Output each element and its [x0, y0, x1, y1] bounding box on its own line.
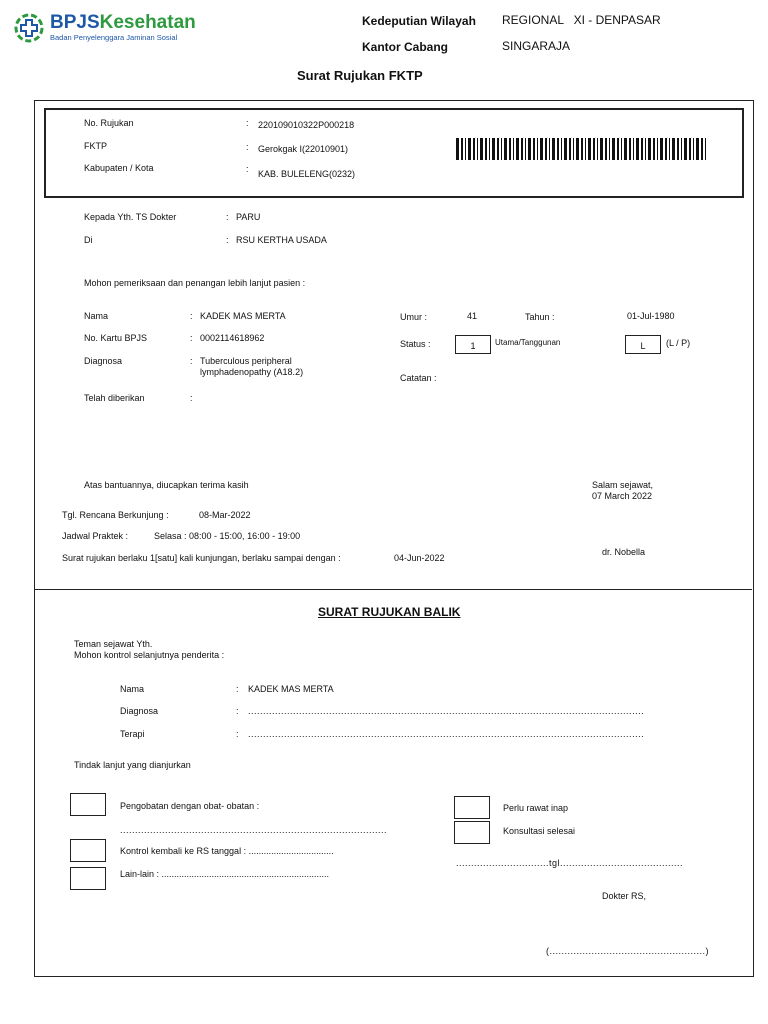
barcode-bar: [501, 138, 502, 160]
other-label: Lain-lain : ...................................................................: [120, 869, 330, 879]
no-rujukan-label: No. Rujukan: [84, 118, 134, 128]
barcode-bar: [477, 138, 478, 160]
age-label: Umur :: [400, 312, 427, 322]
barcode-bar: [660, 138, 663, 160]
barcode-bar: [693, 138, 694, 160]
barcode-bar: [689, 138, 691, 160]
deputy-label: Kedeputian Wilayah: [362, 14, 476, 28]
branch-label: Kantor Cabang: [362, 40, 449, 54]
barcode-bar: [564, 138, 567, 160]
barcode-bar: [528, 138, 531, 160]
barcode-bar: [648, 138, 651, 160]
barcode-bar: [509, 138, 511, 160]
age-value: 41: [467, 311, 478, 321]
other-checkbox[interactable]: [70, 867, 106, 890]
logo-brand-kesehatan: Kesehatan: [99, 12, 196, 33]
status-box: [455, 335, 491, 354]
barcode-bar: [557, 138, 559, 160]
back-diagnosis-label: Diagnosa: [120, 706, 159, 716]
back-name-value: KADEK MAS MERTA: [248, 684, 334, 694]
barcode-bar: [624, 138, 627, 160]
letter-date: 07 March 2022: [592, 491, 653, 501]
visit-label: Tgl. Rencana Berkunjung :: [62, 510, 169, 520]
inpatient-label: Perlu rawat inap: [503, 803, 569, 813]
dob-value: 01-Jul-1980: [627, 311, 675, 321]
branch-value: SINGARAJA: [502, 39, 571, 53]
back-name-colon: :: [236, 684, 239, 694]
barcode-bar: [701, 138, 703, 160]
barcode-bar: [504, 138, 507, 160]
no-rujukan-value: 220109010322P000218: [258, 120, 355, 130]
barcode-bar: [576, 138, 579, 160]
barcode-bar: [605, 138, 607, 160]
barcode-bar: [489, 138, 490, 160]
barcode-bar: [653, 138, 655, 160]
barcode-bar: [588, 138, 591, 160]
barcode-bar: [516, 138, 519, 160]
barcode-bar: [585, 138, 586, 160]
at-label: Di: [84, 235, 93, 245]
patient-name-colon: :: [190, 311, 193, 321]
barcode-bar: [684, 138, 687, 160]
schedule-label: Jadwal Praktek :: [62, 531, 129, 541]
no-rujukan-colon: :: [246, 118, 249, 128]
inpatient-checkbox[interactable]: [454, 796, 490, 819]
done-label: Konsultasi selesai: [503, 826, 576, 836]
barcode-bar: [552, 138, 555, 160]
back-greeting: Teman sejawat Yth.: [74, 639, 153, 649]
to-label: Kepada Yth. TS Dokter: [84, 212, 177, 222]
barcode-bar: [456, 138, 459, 160]
barcode-bar: [641, 138, 643, 160]
sex-box: [625, 335, 661, 354]
fktp-colon: :: [246, 142, 249, 152]
signature-line: (....................................................): [546, 946, 710, 956]
fktp-label: FKTP: [84, 141, 108, 151]
at-colon: :: [226, 235, 229, 245]
barcode-bar: [473, 138, 475, 160]
barcode-bar: [533, 138, 535, 160]
back-therapy-dots: ....................................................................................................................................: [248, 729, 645, 739]
barcode-bar: [681, 138, 682, 160]
barcode-bar: [705, 138, 706, 160]
greeting-text: Salam sejawat,: [592, 480, 654, 490]
barcode-bar: [492, 138, 495, 160]
barcode-bar: [485, 138, 487, 160]
notes-label: Catatan :: [400, 373, 437, 383]
logo-tagline: Badan Penyelenggara Jaminan Sosial: [50, 33, 178, 42]
barcode-bar: [609, 138, 610, 160]
barcode-bar: [645, 138, 646, 160]
barcode-bar: [569, 138, 571, 160]
kabupaten-label: Kabupaten / Kota: [84, 163, 154, 173]
medication-label: Pengobatan dengan obat- obatan :: [120, 801, 260, 811]
barcode: [456, 138, 710, 160]
barcode-bar: [633, 138, 634, 160]
back-therapy-label: Terapi: [120, 729, 145, 739]
medication-dots: .........................................................................................: [120, 825, 388, 835]
status-label: Status :: [400, 339, 431, 349]
barcode-bar: [540, 138, 543, 160]
barcode-bar: [593, 138, 595, 160]
year-label: Tahun :: [525, 312, 555, 322]
validity-text: Surat rujukan berlaku 1[satu] kali kunjungan, berlaku sampai dengan :: [62, 553, 341, 563]
to-colon: :: [226, 212, 229, 222]
request-text: Mohon pemeriksaan dan penangan lebih lanjut pasien :: [84, 278, 306, 288]
hospital-doctor-label: Dokter RS,: [602, 891, 647, 901]
page-title: Surat Rujukan FKTP: [297, 68, 423, 83]
to-value: PARU: [236, 212, 261, 222]
barcode-bar: [672, 138, 675, 160]
back-name-label: Nama: [120, 684, 145, 694]
barcode-bar: [573, 138, 574, 160]
barcode-bar: [465, 138, 466, 160]
thanks-text: Atas bantuannya, diucapkan terima kasih: [84, 480, 249, 490]
barcode-bar: [468, 138, 471, 160]
back-diagnosis-colon: :: [236, 706, 239, 716]
barcode-bar: [561, 138, 562, 160]
at-value: RSU KERTHA USADA: [236, 235, 327, 245]
barcode-bar: [549, 138, 550, 160]
barcode-bar: [497, 138, 499, 160]
given-colon: :: [190, 393, 193, 403]
barcode-bar: [629, 138, 631, 160]
card-label: No. Kartu BPJS: [84, 333, 148, 343]
barcode-bar: [545, 138, 547, 160]
schedule-value: Selasa : 08:00 - 15:00, 16:00 - 19:00: [154, 531, 301, 541]
visit-value: 08-Mar-2022: [199, 510, 251, 520]
done-checkbox[interactable]: [454, 821, 490, 844]
bpjs-logo: [14, 12, 194, 46]
status-desc: Utama/Tanggunan: [495, 338, 561, 347]
barcode-bar: [600, 138, 603, 160]
kabupaten-value: KAB. BULELENG(0232): [258, 169, 356, 179]
barcode-bar: [521, 138, 523, 160]
patient-name-value: KADEK MAS MERTA: [200, 311, 286, 321]
barcode-bar: [597, 138, 598, 160]
barcode-bar: [621, 138, 622, 160]
back-referral-title: SURAT RUJUKAN BALIK: [318, 605, 461, 619]
diagnosis-line2: lymphadenopathy (A18.2): [200, 367, 304, 377]
kabupaten-colon: :: [246, 164, 249, 174]
sex-options: (L / P): [666, 338, 691, 348]
fktp-value: Gerokgak I(22010901): [258, 144, 349, 154]
barcode-bar: [669, 138, 670, 160]
diagnosis-label: Diagnosa: [84, 356, 123, 366]
barcode-bar: [617, 138, 619, 160]
barcode-bar: [657, 138, 658, 160]
back-request: Mohon kontrol selanjutnya penderita :: [74, 650, 225, 660]
date-line: ...............................tgl.........................................: [456, 858, 684, 868]
medication-checkbox[interactable]: [70, 793, 106, 816]
barcode-bar: [581, 138, 583, 160]
status-value: 1: [470, 341, 476, 351]
barcode-bar: [461, 138, 463, 160]
barcode-bar: [525, 138, 526, 160]
barcode-bar: [480, 138, 483, 160]
section-divider: [34, 589, 752, 590]
diagnosis-colon: :: [190, 356, 193, 366]
barcode-bar: [677, 138, 679, 160]
given-label: Telah diberikan: [84, 393, 145, 403]
back-therapy-colon: :: [236, 729, 239, 739]
followup-label: Tindak lanjut yang dianjurkan: [74, 760, 191, 770]
deputy-value: REGIONAL XI - DENPASAR: [502, 13, 661, 27]
card-value: 0002114618962: [200, 333, 265, 343]
barcode-bar: [612, 138, 615, 160]
barcode-bar: [696, 138, 699, 160]
doctor-name: dr. Nobella: [602, 547, 646, 557]
barcode-bar: [537, 138, 538, 160]
barcode-bar: [665, 138, 667, 160]
control-label: Kontrol kembali ke RS tanggal : ..................................: [120, 846, 334, 856]
validity-value: 04-Jun-2022: [394, 553, 445, 563]
back-diagnosis-dots: ....................................................................................................................................: [248, 706, 645, 716]
logo-brand-bpjs: BPJS: [50, 12, 100, 33]
bpjs-logo-icon: [14, 13, 44, 43]
sex-value: L: [640, 341, 646, 351]
barcode-bar: [636, 138, 639, 160]
control-checkbox[interactable]: [70, 839, 106, 862]
patient-name-label: Nama: [84, 311, 109, 321]
barcode-bar: [513, 138, 514, 160]
card-colon: :: [190, 333, 193, 343]
diagnosis-line1: Tuberculous peripheral: [200, 356, 292, 366]
